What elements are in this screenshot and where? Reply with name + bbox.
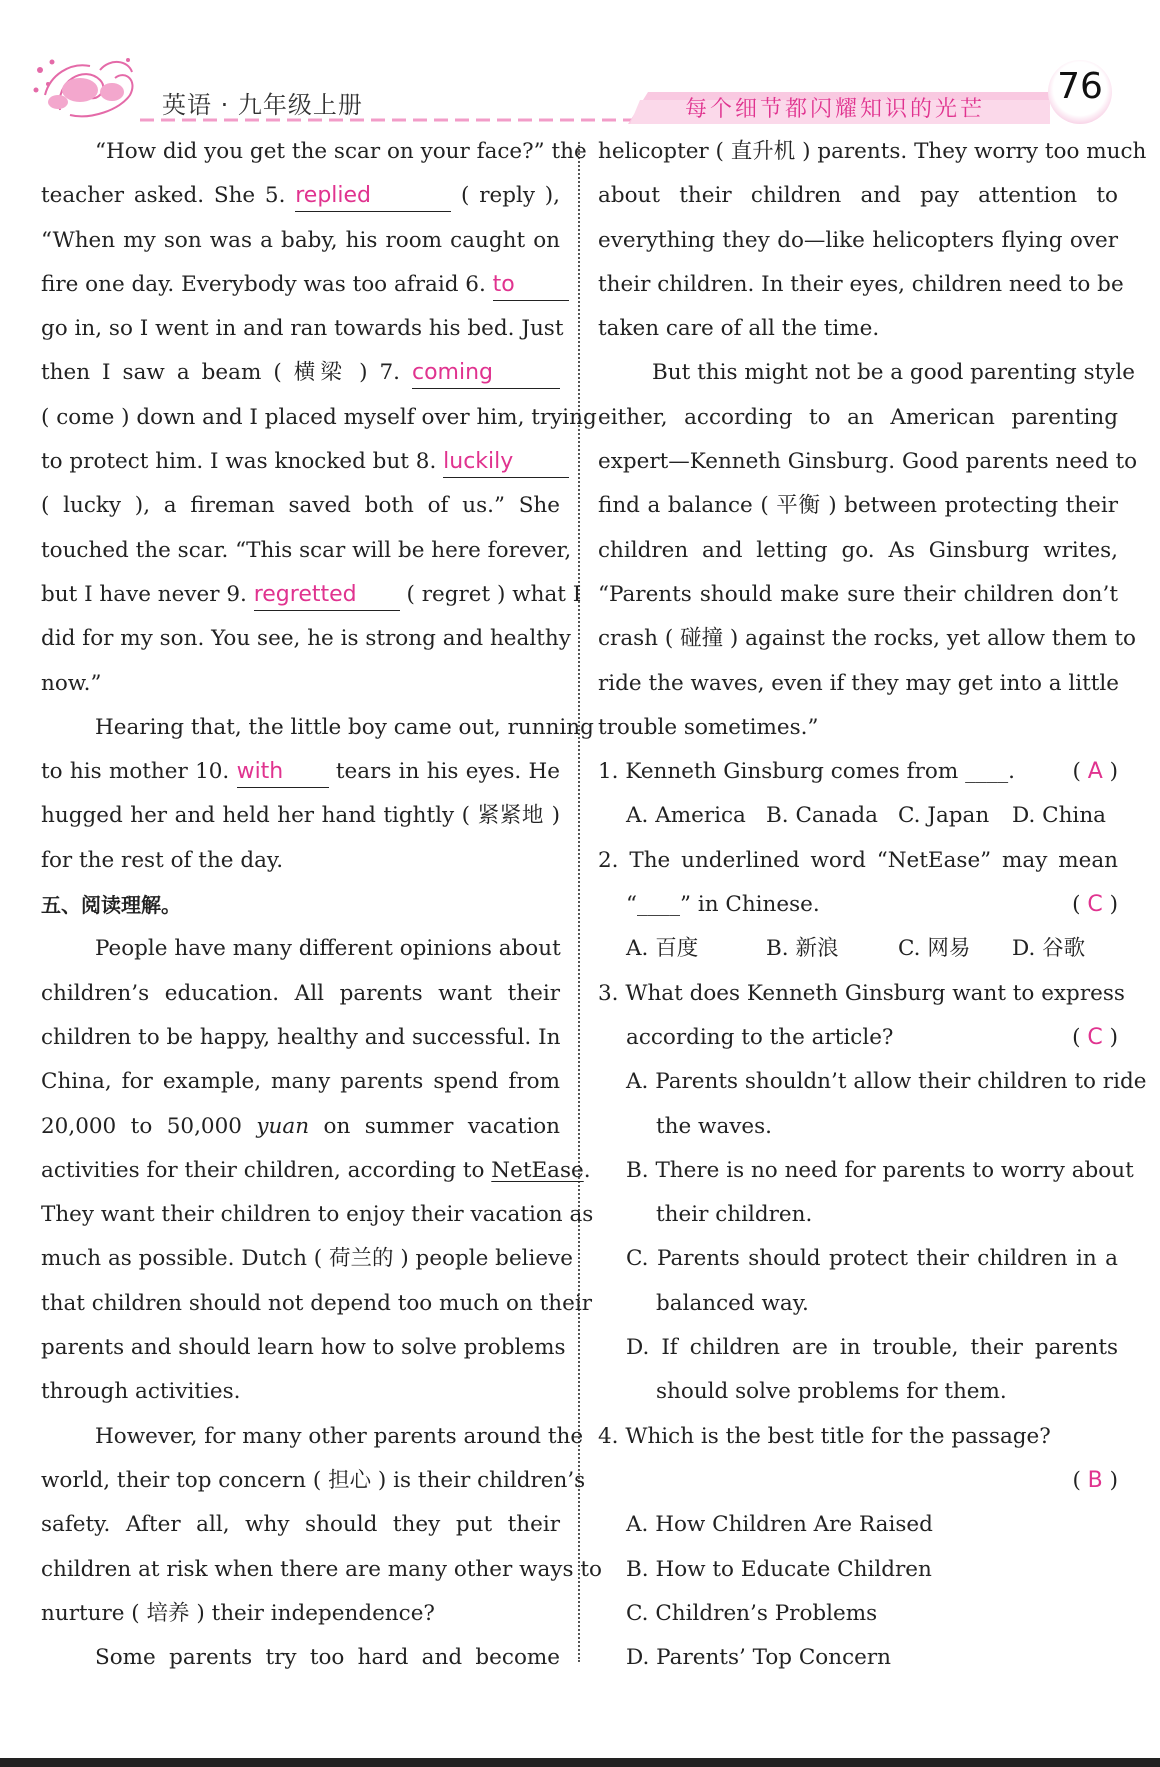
text-line — [41, 1105, 560, 1149]
text-line: ( lucky ), a fireman saved both of us.” She — [41, 493, 560, 519]
answer-bracket: ( B ) — [1072, 1467, 1118, 1493]
answer-7: coming — [412, 360, 494, 386]
text-line: crash ( 碰撞 ) against the rocks, yet allow them to — [598, 626, 1136, 652]
subject-title: 英语 · 九年级上册 — [162, 91, 363, 119]
question-stem: 3. What does Kenneth Ginsburg want to express — [598, 980, 1125, 1006]
text-line: “How did you get the scar on your face?” the — [95, 139, 587, 164]
text-line: Hearing that, the little boy came out, running — [95, 714, 594, 740]
netease-underlined: NetEase. — [491, 1157, 591, 1183]
option-d-cont: should solve problems for them. — [656, 1379, 1007, 1405]
option-a: A. 百度 — [626, 936, 699, 962]
option-a: A. America — [626, 803, 746, 829]
question-4 — [598, 1415, 1118, 1681]
question-3 — [598, 972, 1147, 1415]
paragraph-reading-2 — [41, 1415, 602, 1636]
answer-5: replied — [295, 183, 372, 209]
text-line: “Parents should make sure their children don’t — [598, 581, 1118, 607]
option-d: D. 谷歌 — [1012, 936, 1086, 962]
text-line: about their children and pay attention to — [598, 183, 1118, 209]
blank-10 — [237, 757, 329, 788]
text-line: children’s education. All parents want their — [41, 980, 560, 1006]
blank-5 — [295, 181, 451, 212]
page-number: 76 — [1057, 66, 1103, 107]
answer-10: with — [236, 759, 284, 785]
text-line: find a balance ( 平衡 ) between protecting their — [598, 493, 1118, 519]
text-span: tears in his eyes. He — [335, 759, 561, 785]
answer-bracket: ( A ) — [1072, 759, 1118, 785]
text-span: fire one day. Everybody was too afraid 6. — [41, 271, 486, 297]
text-span: but I have never 9. — [41, 581, 247, 607]
text-line — [41, 1149, 591, 1193]
option-d: D. If children are in trouble, their parents — [626, 1335, 1118, 1361]
text-line: touched the scar. “This scar will be here forever, — [41, 537, 572, 563]
text-line: for the rest of the day. — [41, 847, 284, 873]
option-b: B. 新浪 — [766, 936, 839, 962]
text-line: parents and should learn how to solve problems — [41, 1335, 566, 1361]
text-line — [41, 351, 560, 395]
section-title: 五、阅读理解。 — [41, 893, 181, 918]
question-stem-cont — [598, 1016, 1118, 1060]
text-line: hugged her and held her hand tightly ( 紧紧地 ) — [41, 803, 560, 829]
text-line: Some parents try too hard and become — [95, 1645, 560, 1671]
text-line: They want their children to enjoy their vacation as — [41, 1202, 594, 1228]
question-text: “____” in Chinese. — [626, 892, 820, 918]
question-stem: 2. The underlined word “NetEase” may mean — [598, 847, 1118, 873]
option-a: A. How Children Are Raised — [626, 1512, 933, 1538]
text-line: go in, so I went in and ran towards his bed. Just — [41, 316, 564, 342]
text-span: then I saw a beam ( 横梁 ) 7. — [41, 360, 400, 386]
text-line: nurture ( 培养 ) their independence? — [41, 1600, 435, 1626]
option-c: C. 网易 — [898, 936, 971, 962]
text-line — [41, 573, 582, 617]
text-line: safety. After all, why should they put their — [41, 1512, 560, 1538]
option-c-cont: balanced way. — [656, 1290, 809, 1316]
option-a-cont: the waves. — [656, 1113, 773, 1139]
option-d: D. Parents’ Top Concern — [626, 1645, 891, 1671]
text-line: children and letting go. As Ginsburg writes, — [598, 537, 1118, 563]
left-column — [41, 130, 602, 1680]
text-line: through activities. — [41, 1379, 241, 1405]
text-line: China, for example, many parents spend from — [41, 1069, 560, 1095]
question-text: according to the article? — [626, 1024, 894, 1050]
answer-6: to — [492, 271, 515, 297]
answer-8: luckily — [443, 449, 514, 475]
text-line: taken care of all the time. — [598, 316, 880, 342]
answer-bracket: ( C ) — [1072, 1024, 1118, 1050]
text-span: 20,000 to 50,000 — [41, 1113, 242, 1139]
text-line — [41, 440, 560, 484]
text-line: either, according to an American parenting — [598, 404, 1118, 430]
answer-q1: A — [1087, 759, 1103, 785]
text-line: expert—Kenneth Ginsburg. Good parents need to — [598, 449, 1138, 475]
text-span: to protect him. I was knocked but 8. — [41, 449, 437, 475]
text-line: children at risk when there are many other ways to — [41, 1556, 602, 1582]
answer-q3: C — [1087, 1024, 1103, 1050]
text-line: However, for many other parents around the — [95, 1423, 584, 1449]
text-line — [41, 263, 560, 307]
text-line: that children should not depend too much on their — [41, 1290, 593, 1316]
option-b: B. Canada — [766, 803, 878, 829]
option-b-cont: their children. — [656, 1202, 813, 1228]
paragraph-story-2 — [41, 706, 594, 883]
text-line: world, their top concern ( 担心 ) is their children’s — [41, 1467, 586, 1493]
blank-8 — [443, 447, 569, 478]
option-d: D. China — [1012, 803, 1106, 829]
options-row — [598, 927, 1118, 971]
question-stem — [598, 750, 1118, 794]
text-line — [41, 750, 560, 794]
blank-6 — [493, 270, 569, 301]
text-span: on summer vacation — [323, 1113, 560, 1139]
question-stem-cont — [598, 883, 1118, 927]
text-line: children to be happy, healthy and successful. In — [41, 1024, 561, 1050]
underlined-word: NetEase — [491, 1157, 584, 1183]
text-line: helicopter ( 直升机 ) parents. They worry too much — [598, 139, 1147, 164]
text-line: did for my son. You see, he is strong and healthy — [41, 626, 571, 652]
text-line: But this might not be a good parenting style — [652, 360, 1135, 386]
option-b: B. How to Educate Children — [626, 1556, 932, 1582]
text-line: ( come ) down and I placed myself over him, trying — [41, 404, 597, 430]
text-line: “When my son was a baby, his room caught on — [41, 227, 560, 253]
text-line: much as possible. Dutch ( 荷兰的 ) people believe — [41, 1246, 574, 1272]
header-slogan: 每个细节都闪耀知识的光芒 — [685, 97, 986, 122]
text-span: activities for their children, according to — [41, 1157, 485, 1183]
option-c: C. Children’s Problems — [626, 1600, 878, 1626]
text-span: ( regret ) what I — [406, 581, 582, 607]
text-line: now.” — [41, 670, 102, 696]
italic-word: yuan — [256, 1113, 310, 1139]
option-b: B. There is no need for parents to worry about — [626, 1157, 1134, 1183]
text-line: People have many different opinions about — [95, 936, 561, 962]
option-c: C. Japan — [898, 803, 990, 829]
page-header — [0, 0, 1160, 135]
bottom-bar — [0, 1758, 1160, 1767]
question-1 — [598, 750, 1118, 839]
answer-q4: B — [1087, 1467, 1103, 1493]
options-row — [598, 794, 1118, 838]
text-line: ride the waves, even if they may get into a little — [598, 670, 1120, 696]
blank-9 — [254, 580, 400, 611]
paragraph-reading-3 — [598, 130, 1147, 351]
option-a: A. Parents shouldn’t allow their children to ride — [626, 1069, 1147, 1095]
question-text: 1. Kenneth Ginsburg comes from ____. — [598, 759, 1015, 785]
option-c: C. Parents should protect their children in a — [626, 1246, 1118, 1272]
paragraph-reading-4 — [598, 351, 1138, 750]
text-line: trouble sometimes.” — [598, 714, 819, 740]
blank-7 — [412, 358, 560, 389]
text-span: teacher asked. She 5. — [41, 183, 286, 209]
answer-9: regretted — [253, 581, 357, 607]
text-span: ( reply ), — [461, 183, 560, 209]
paragraph-story-1 — [41, 130, 597, 706]
text-line — [41, 174, 560, 218]
right-column — [598, 130, 1147, 1680]
question-2 — [598, 839, 1118, 972]
answer-bracket: ( C ) — [1072, 892, 1118, 918]
text-line: everything they do—like helicopters flying over — [598, 227, 1118, 253]
answer-q2: C — [1087, 892, 1103, 918]
text-span: to his mother 10. — [41, 759, 230, 785]
text-line: their children. In their eyes, children need to be — [598, 271, 1124, 297]
question-stem: 4. Which is the best title for the passage? — [598, 1423, 1051, 1449]
paragraph-reading-1 — [41, 927, 594, 1414]
